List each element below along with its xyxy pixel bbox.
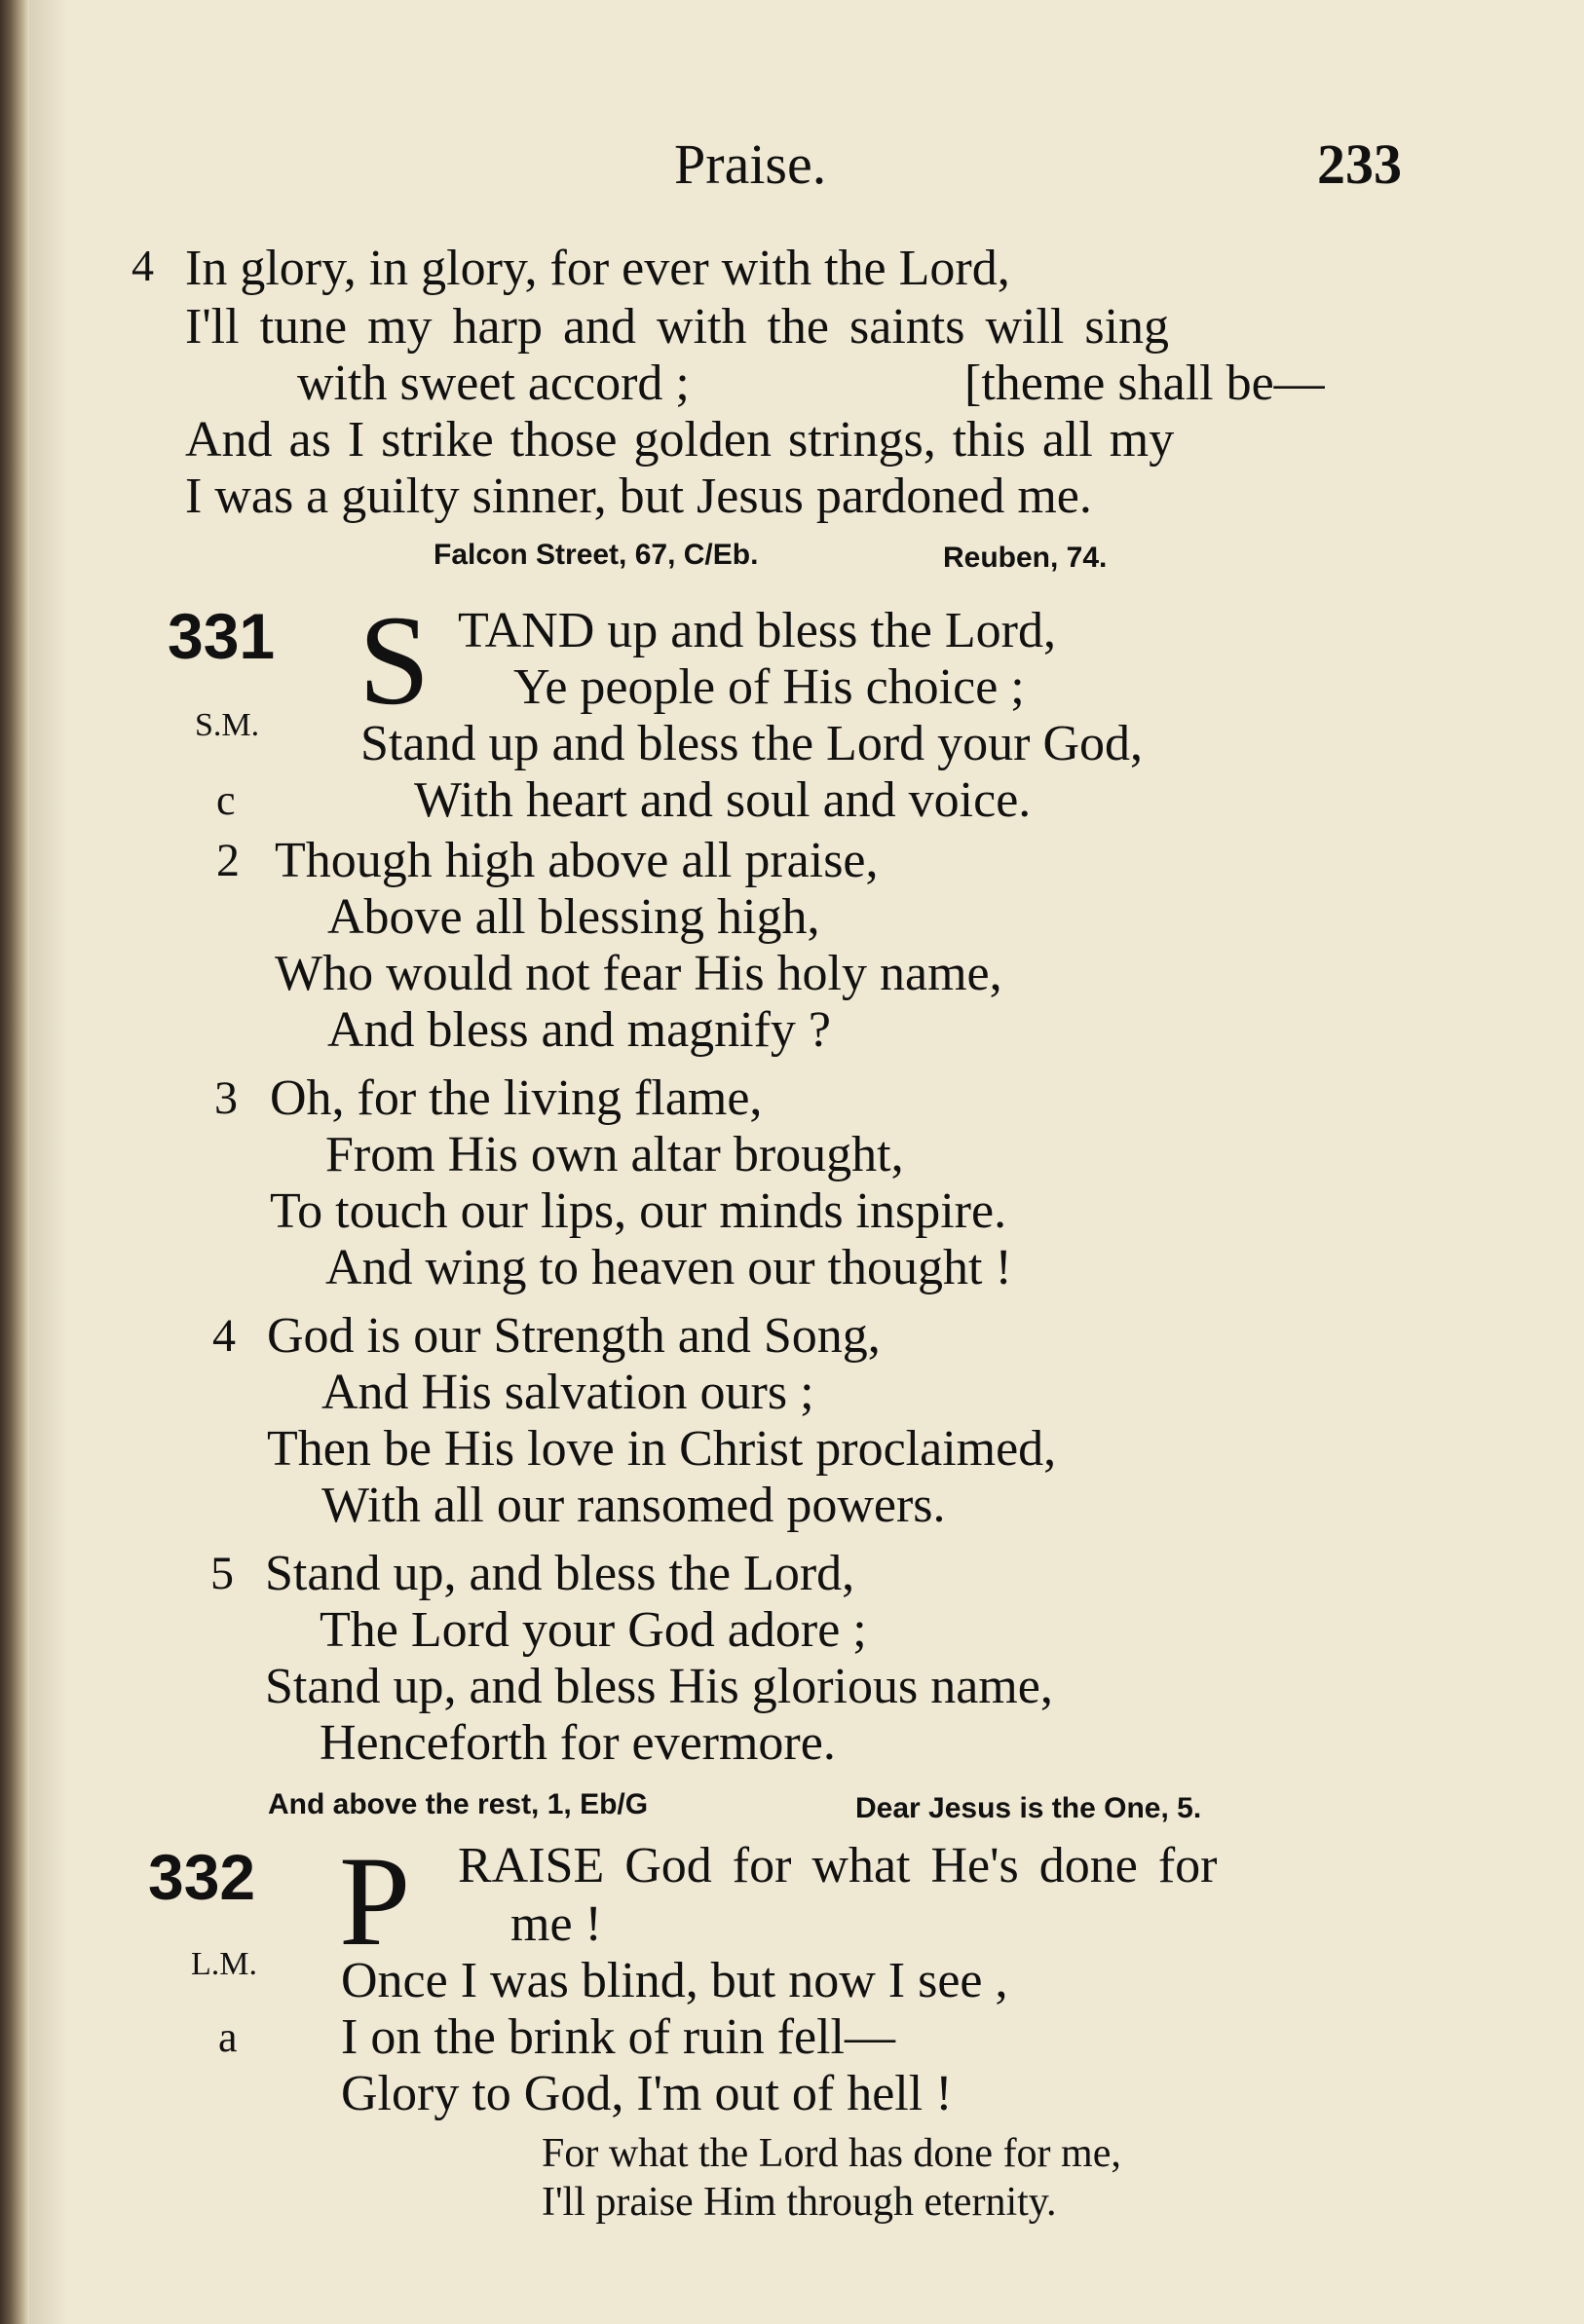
verse-line: Then be His love in Christ proclaimed, bbox=[267, 1421, 1057, 1477]
verse-line: Once I was blind, but now I see , bbox=[341, 1953, 1008, 2008]
verse-line: And as I strike those golden strings, this all my bbox=[185, 412, 1175, 468]
page-title: Praise. bbox=[674, 132, 827, 196]
verse-line: With heart and soul and voice. bbox=[414, 772, 1032, 828]
stanza-number: 2 bbox=[216, 835, 240, 886]
hymn-number: 332 bbox=[148, 1841, 256, 1913]
verse-line: Henceforth for evermore. bbox=[320, 1715, 836, 1771]
verse-line: From His own altar brought, bbox=[325, 1127, 904, 1182]
stanza-number: 4 bbox=[212, 1310, 236, 1362]
tune-reference: Reuben, 74. bbox=[943, 542, 1108, 574]
first-line: RAISE God for what He's done for bbox=[458, 1838, 1218, 1893]
verse-line: God is our Strength and Song, bbox=[267, 1308, 881, 1364]
verse-line: Stand up, and bless His glorious name, bbox=[265, 1659, 1053, 1714]
book-spine bbox=[0, 0, 29, 2324]
meter-label: S.M. bbox=[195, 707, 260, 743]
drop-cap: P bbox=[339, 1829, 411, 1972]
tune-reference: Dear Jesus is the One, 5. bbox=[855, 1792, 1202, 1824]
tune-reference: And above the rest, 1, Eb/G bbox=[268, 1788, 649, 1820]
verse-line: In glory, in glory, for ever with the Lord, bbox=[185, 241, 1010, 296]
verse-line: Ye people of His choice ; bbox=[513, 659, 1025, 715]
verse-line: The Lord your God adore ; bbox=[320, 1602, 867, 1658]
key-label: c bbox=[216, 776, 236, 824]
gutter-shadow bbox=[29, 0, 68, 2324]
hymn-number: 331 bbox=[168, 600, 276, 672]
verse-line: Stand up and bless the Lord your God, bbox=[360, 716, 1144, 771]
drop-cap: S bbox=[358, 588, 431, 731]
verse-line: To touch our lips, our minds inspire. bbox=[270, 1183, 1007, 1239]
verse-line: With all our ransomed powers. bbox=[321, 1478, 946, 1533]
page-number: 233 bbox=[1317, 132, 1402, 196]
verse-line: And His salvation ours ; bbox=[321, 1365, 814, 1420]
first-line: TAND up and bless the Lord, bbox=[458, 603, 1056, 658]
verse-line: I was a guilty sinner, but Jesus pardoned me. bbox=[185, 469, 1092, 524]
stanza-number: 4 bbox=[132, 241, 154, 290]
verse-line: Who would not fear His holy name, bbox=[275, 946, 1002, 1001]
verse-line: Above all blessing high, bbox=[327, 889, 820, 945]
tune-reference: Falcon Street, 67, C/Eb. bbox=[434, 539, 759, 571]
verse-line: me ! bbox=[510, 1896, 602, 1952]
verse-line: Stand up, and bless the Lord, bbox=[265, 1546, 855, 1601]
stanza-number: 3 bbox=[214, 1072, 238, 1124]
key-label: a bbox=[218, 2013, 238, 2061]
verse-line: I on the brink of ruin fell— bbox=[341, 2009, 895, 2065]
verse-line: Oh, for the living flame, bbox=[270, 1070, 763, 1126]
verse-line: And wing to heaven our thought ! bbox=[325, 1240, 1012, 1295]
chorus-line: For what the Lord has done for me, bbox=[542, 2131, 1121, 2176]
chorus-line: I'll praise Him through eternity. bbox=[542, 2180, 1057, 2225]
verse-line: And bless and magnify ? bbox=[327, 1002, 832, 1058]
verse-line: [theme shall be— bbox=[964, 356, 1325, 411]
verse-line: with sweet accord ; bbox=[297, 356, 690, 411]
verse-line: Glory to God, I'm out of hell ! bbox=[341, 2066, 953, 2121]
verse-line: I'll tune my harp and with the saints will sing bbox=[185, 299, 1170, 355]
meter-label: L.M. bbox=[191, 1946, 257, 1982]
stanza-number: 5 bbox=[210, 1548, 234, 1599]
verse-line: Though high above all praise, bbox=[275, 833, 879, 888]
